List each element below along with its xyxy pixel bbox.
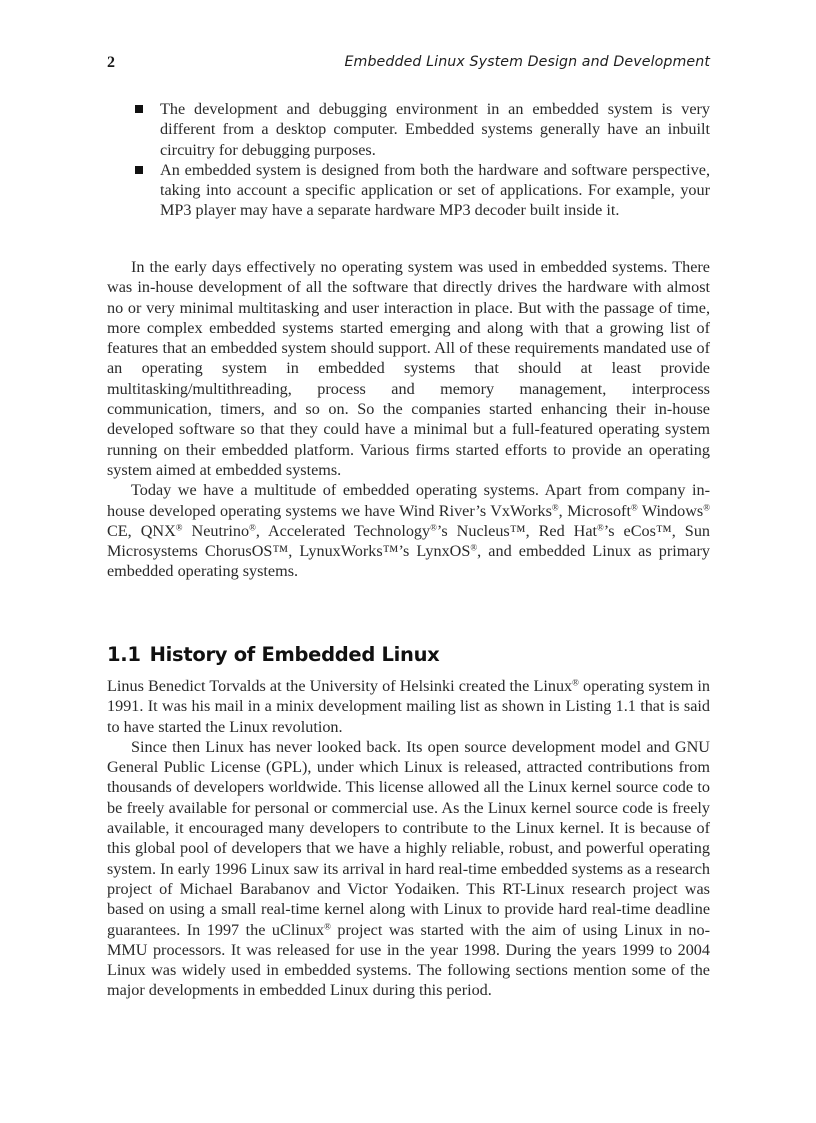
registered-mark: ® <box>597 522 604 533</box>
bullet-text: The development and debugging environment in an embedded system is very different from a desktop computer. Embedded systems generally have an inbuilt circuitry for debugging purposes. <box>160 100 710 159</box>
paragraph: Since then Linux has never looked back. Its open source development model and GNU General Public License (GPL), under which Linux is released, attracted contributions from thousands of developers worldwide. This license allowed all the Linux kernel source code to be freely available for personal or commercial use. As the Linux kernel source code is freely available, it encouraged many developers to contribute to the Linux kernel. It is because of this global pool of developers that we have a highly reliable, robust, and powerful operating system. In early 1996 Linux saw its arrival in hard real-time embedded systems as a research project of Michael Barabanov and Victor Yodaiken. This RT-Linux research project was based on using a small real-time kernel along with Linux to provide hard real-time deadline guarantees. In 1997 the uClinux® project was started with the aim of using Linux in no-MMU processors. It was released for use in the year 1998. During the years 1999 to 2004 Linux was widely used in embedded systems. The following sections mention some of the major developments in embedded Linux during this period. <box>107 737 710 1000</box>
section-number: 1.1 <box>107 643 141 666</box>
running-title: Embedded Linux System Design and Development <box>344 54 710 70</box>
bullet-text: An embedded system is designed from both the hardware and software perspective, taking into account a specific application or set of applications. For example, your MP3 player may have a separate hardware MP3 decoder built inside it. <box>160 160 710 220</box>
bullet-list <box>107 99 710 221</box>
page-number: 2 <box>107 54 115 71</box>
section-heading <box>107 643 439 666</box>
registered-mark: ® <box>175 522 183 533</box>
registered-mark: ® <box>630 502 638 513</box>
section-title: History of Embedded Linux <box>149 643 440 666</box>
square-bullet-icon <box>135 166 143 174</box>
registered-mark: ® <box>551 502 559 513</box>
registered-mark: ® <box>572 677 579 688</box>
registered-mark: ® <box>249 522 256 533</box>
paragraph: Linus Benedict Torvalds at the University of Helsinki created the Linux® operating system in 1991. It was his mail in a minix development mailing list as shown in Listing 1.1 that is said to have started the Linux revolution. <box>107 677 711 736</box>
registered-mark: ® <box>703 502 711 513</box>
registered-mark: ® <box>324 921 331 932</box>
registered-mark: ® <box>470 542 478 553</box>
bullet-item <box>107 160 710 221</box>
paragraph: In the early days effectively no operating system was used in embedded systems. There was in-house development of all the software that directly drives the hardware with almost no or very minimal multitasking and user interaction in place. But with the passage of time, more complex embedded systems started emerging and along with that a growing list of features that an embedded system should support. All of these requirements mandated use of an operating system in embedded systems that should at least provide multitasking/multithreading, process and memory management, interprocess communication, timers, and so on. So the companies started enhancing their in-house developed software so that they could have a minimal but a full-featured operating system running on their embedded platform. Various firms started efforts to provide an operating system aimed at embedded systems. <box>107 258 710 479</box>
registered-mark: ® <box>430 522 437 533</box>
running-head <box>107 54 710 76</box>
bullet-item <box>107 99 710 160</box>
square-bullet-icon <box>135 105 143 113</box>
section-body <box>107 676 710 1001</box>
intro-text <box>107 257 710 582</box>
paragraph: Today we have a multitude of embedded operating systems. Apart from company in-house developed operating systems we have Wind River’s VxWorks®, Microsoft® Windows® CE, QNX® Neutrino®, Accelerated Technology®’s Nucleus™, Red Hat®’s eCos™, Sun Microsystems ChorusOS™, LynuxWorks™’s LynxOS®, and embedded Linux as primary embedded operating systems. <box>107 481 711 581</box>
